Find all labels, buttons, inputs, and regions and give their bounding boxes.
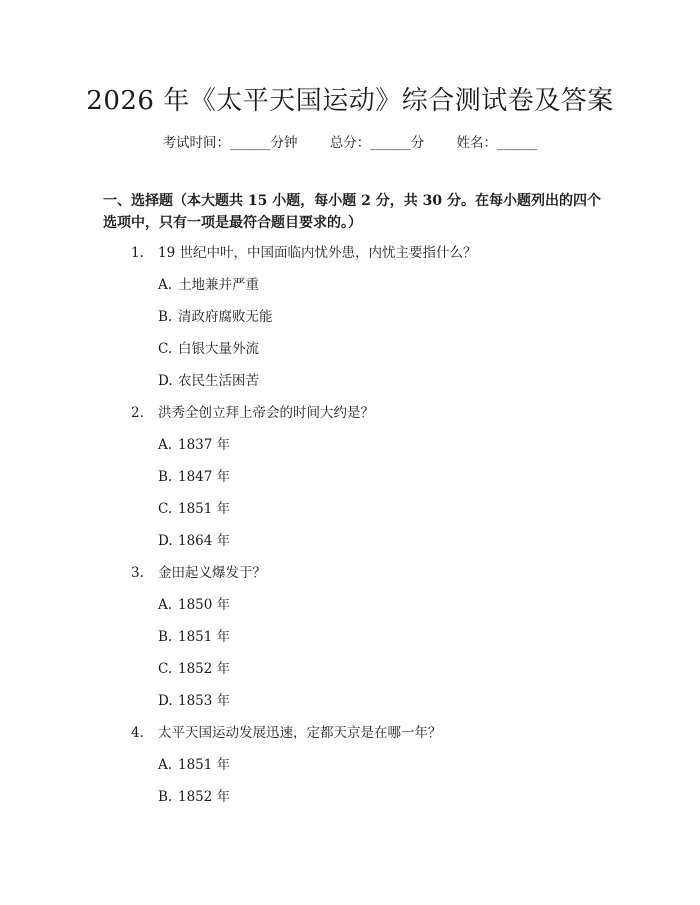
option-list	[0, 438, 700, 566]
option-text: 1837 年	[178, 437, 231, 453]
total-score-field: 总分：______分	[329, 135, 425, 151]
option-letter: B.	[158, 469, 173, 485]
question-number: 2.	[131, 405, 144, 421]
question-list	[0, 246, 700, 822]
question-text: 金田起义爆发于？	[158, 565, 266, 581]
option-letter: B.	[158, 309, 173, 325]
question-item	[0, 406, 700, 566]
answer-option[interactable]	[0, 790, 700, 822]
question-item	[0, 246, 700, 406]
question-stem	[0, 566, 700, 598]
question-text: 洪秀全创立拜上帝会的时间大约是？	[158, 405, 374, 421]
answer-option[interactable]	[0, 374, 700, 406]
option-text: 1853 年	[178, 693, 231, 709]
question-item	[0, 566, 700, 726]
option-list	[0, 598, 700, 726]
option-text: 1851 年	[178, 629, 231, 645]
answer-option[interactable]	[0, 662, 700, 694]
option-letter: A.	[158, 597, 173, 613]
question-stem	[0, 406, 700, 438]
option-text: 农民生活困苦	[178, 373, 259, 389]
option-text: 1852 年	[178, 789, 231, 805]
option-text: 白银大量外流	[178, 341, 259, 357]
option-letter: C.	[158, 501, 173, 517]
option-text: 土地兼并严重	[178, 277, 259, 293]
question-stem	[0, 726, 700, 758]
answer-option[interactable]	[0, 502, 700, 534]
option-text: 1851 年	[178, 501, 231, 517]
option-letter: B.	[158, 789, 173, 805]
option-text: 1864 年	[178, 533, 231, 549]
option-letter: D.	[158, 533, 173, 549]
student-name-field: 姓名：______	[456, 135, 538, 151]
question-stem	[0, 246, 700, 278]
option-letter: C.	[158, 661, 173, 677]
option-text: 1847 年	[178, 469, 231, 485]
question-text: 19 世纪中叶，中国面临内忧外患，内忧主要指什么？	[158, 245, 477, 261]
option-letter: B.	[158, 629, 173, 645]
exam-info	[0, 131, 700, 151]
option-letter: C.	[158, 341, 173, 357]
option-letter: D.	[158, 693, 173, 709]
option-text: 清政府腐败无能	[178, 309, 273, 325]
option-text: 1850 年	[178, 597, 231, 613]
question-number: 1.	[131, 245, 144, 261]
answer-option[interactable]	[0, 630, 700, 662]
option-letter: A.	[158, 277, 173, 293]
option-letter: D.	[158, 373, 173, 389]
question-number: 4.	[131, 725, 144, 741]
option-text: 1851 年	[178, 757, 231, 773]
option-text: 1852 年	[178, 661, 231, 677]
answer-option[interactable]	[0, 694, 700, 726]
question-item	[0, 726, 700, 822]
answer-option[interactable]	[0, 470, 700, 502]
answer-option[interactable]	[0, 758, 700, 790]
option-list	[0, 278, 700, 406]
exam-time-field: 考试时间：______分钟	[162, 135, 298, 151]
answer-option[interactable]	[0, 438, 700, 470]
option-letter: A.	[158, 437, 173, 453]
answer-option[interactable]	[0, 278, 700, 310]
option-letter: A.	[158, 757, 173, 773]
section-heading: 一、选择题（本大题共 15 小题，每小题 2 分，共 30 分。在每小题列出的四个选项中，只有一项是最符合题目要求的。）	[103, 193, 601, 231]
question-number: 3.	[131, 565, 144, 581]
answer-option[interactable]	[0, 342, 700, 374]
question-text: 太平天国运动发展迅速，定都天京是在哪一年？	[158, 725, 442, 741]
page-title: 2026 年《太平天国运动》综合测试卷及答案	[86, 86, 614, 116]
answer-option[interactable]	[0, 534, 700, 566]
option-list	[0, 758, 700, 822]
answer-option[interactable]	[0, 598, 700, 630]
answer-option[interactable]	[0, 310, 700, 342]
